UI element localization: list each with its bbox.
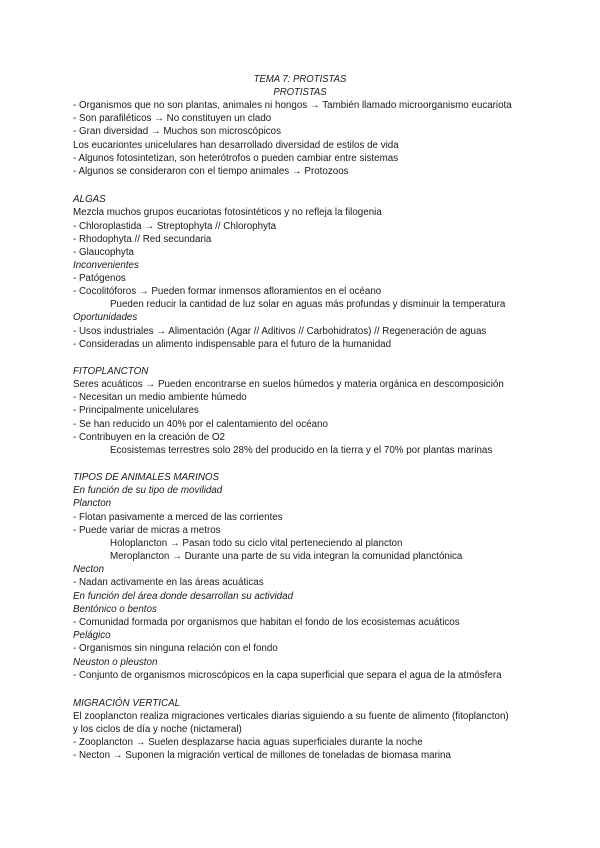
- subheading-bentonico: Bentónico o bentos: [73, 604, 157, 615]
- subheading-pelagico: Pelágico: [73, 630, 111, 641]
- text-line: - Conjunto de organismos microscópicos en la capa superficial que separa el agua de la atmósfera: [73, 670, 502, 681]
- indented-line: Holoplancton → Pasan todo su ciclo vital perteneciendo al plancton: [110, 538, 403, 549]
- text-line: - Se han reducido un 40% por el calentamiento del océano: [73, 419, 328, 430]
- section-heading-fitoplancton: FITOPLANCTON: [73, 366, 149, 377]
- text-line: - Necesitan un medio ambiente húmedo: [73, 392, 247, 403]
- subheading-area: En función del área donde desarrollan su actividad: [73, 591, 294, 602]
- text-line: Los eucariontes unicelulares han desarrollado diversidad de estilos de vida: [73, 140, 399, 151]
- text-line: Mezcla muchos grupos eucariotas fotosintéticos y no refleja la filogenia: [73, 207, 382, 218]
- subheading-neuston: Neuston o pleuston: [73, 657, 158, 668]
- text-line: - Organismos sin ninguna relación con el fondo: [73, 643, 278, 654]
- text-line: - Glaucophyta: [73, 247, 134, 258]
- text-line: - Consideradas un alimento indispensable para el futuro de la humanidad: [73, 339, 392, 350]
- section-heading-tipos: TIPOS DE ANIMALES MARINOS: [73, 472, 220, 483]
- text-line: - Usos industriales → Alimentación (Agar // Aditivos // Carbohidratos) // Regeneración de aguas: [73, 326, 487, 337]
- section-heading-protistas: PROTISTAS: [273, 87, 327, 98]
- text-line: - Patógenos: [73, 273, 126, 284]
- text-line: - Contribuyen en la creación de O2: [73, 432, 225, 443]
- text-line: - Son parafiléticos → No constituyen un clado: [73, 113, 272, 124]
- section-heading-algas: ALGAS: [73, 194, 106, 205]
- indented-line: Ecosistemas terrestres solo 28% del producido en la tierra y el 70% por plantas marinas: [110, 445, 493, 456]
- subheading-plancton: Plancton: [73, 498, 112, 509]
- text-line: - Rhodophyta // Red secundaria: [73, 234, 212, 245]
- text-line: - Nadan activamente en las áreas acuáticas: [73, 577, 264, 588]
- text-line: - Chloroplastida → Streptophyta // Chlorophyta: [73, 221, 277, 232]
- indented-line: Meroplancton → Durante una parte de su vida integran la comunidad planctónica: [110, 551, 463, 562]
- text-line: - Comunidad formada por organismos que habitan el fondo de los ecosistemas acuáticos: [73, 617, 460, 628]
- text-line: - Organismos que no son plantas, animales ni hongos → También llamado microorganismo eucariota: [73, 100, 512, 111]
- text-line: - Algunos se consideraron con el tiempo animales → Protozoos: [73, 166, 349, 177]
- subheading-necton: Necton: [73, 564, 105, 575]
- text-line: - Algunos fotosintetizan, son heterótrofos o pueden cambiar entre sistemas: [73, 153, 399, 164]
- text-line: - Puede variar de micras a metros: [73, 525, 221, 536]
- document-title: TEMA 7: PROTISTAS: [253, 74, 347, 85]
- text-line: - Zooplancton → Suelen desplazarse hacia aguas superficiales durante la noche: [73, 737, 423, 748]
- text-line: - Gran diversidad → Muchos son microscópicos: [73, 126, 281, 137]
- subheading-oportunidades: Oportunidades: [73, 312, 138, 323]
- section-heading-migracion: MIGRACIÓN VERTICAL: [73, 698, 181, 709]
- subheading-inconvenientes: Inconvenientes: [73, 260, 139, 271]
- text-line: - Principalmente unicelulares: [73, 405, 199, 416]
- subheading-movilidad: En función de su tipo de movilidad: [73, 485, 223, 496]
- text-line: El zooplancton realiza migraciones verticales diarias siguiendo a su fuente de alimento (fitoplancton): [73, 711, 509, 722]
- text-line: - Flotan pasivamente a merced de las corrientes: [73, 512, 283, 523]
- text-line: Seres acuáticos → Pueden encontrarse en suelos húmedos y materia orgánica en descomposición: [73, 379, 504, 390]
- text-line: - Cocolitóforos → Pueden formar inmensos afloramientos en el océano: [73, 286, 382, 297]
- text-line: y los ciclos de día y noche (nictameral): [73, 724, 242, 735]
- text-line: - Necton → Suponen la migración vertical de millones de toneladas de biomasa marina: [73, 750, 451, 761]
- indented-line: Pueden reducir la cantidad de luz solar en aguas más profundas y disminuir la temperatura: [110, 299, 506, 310]
